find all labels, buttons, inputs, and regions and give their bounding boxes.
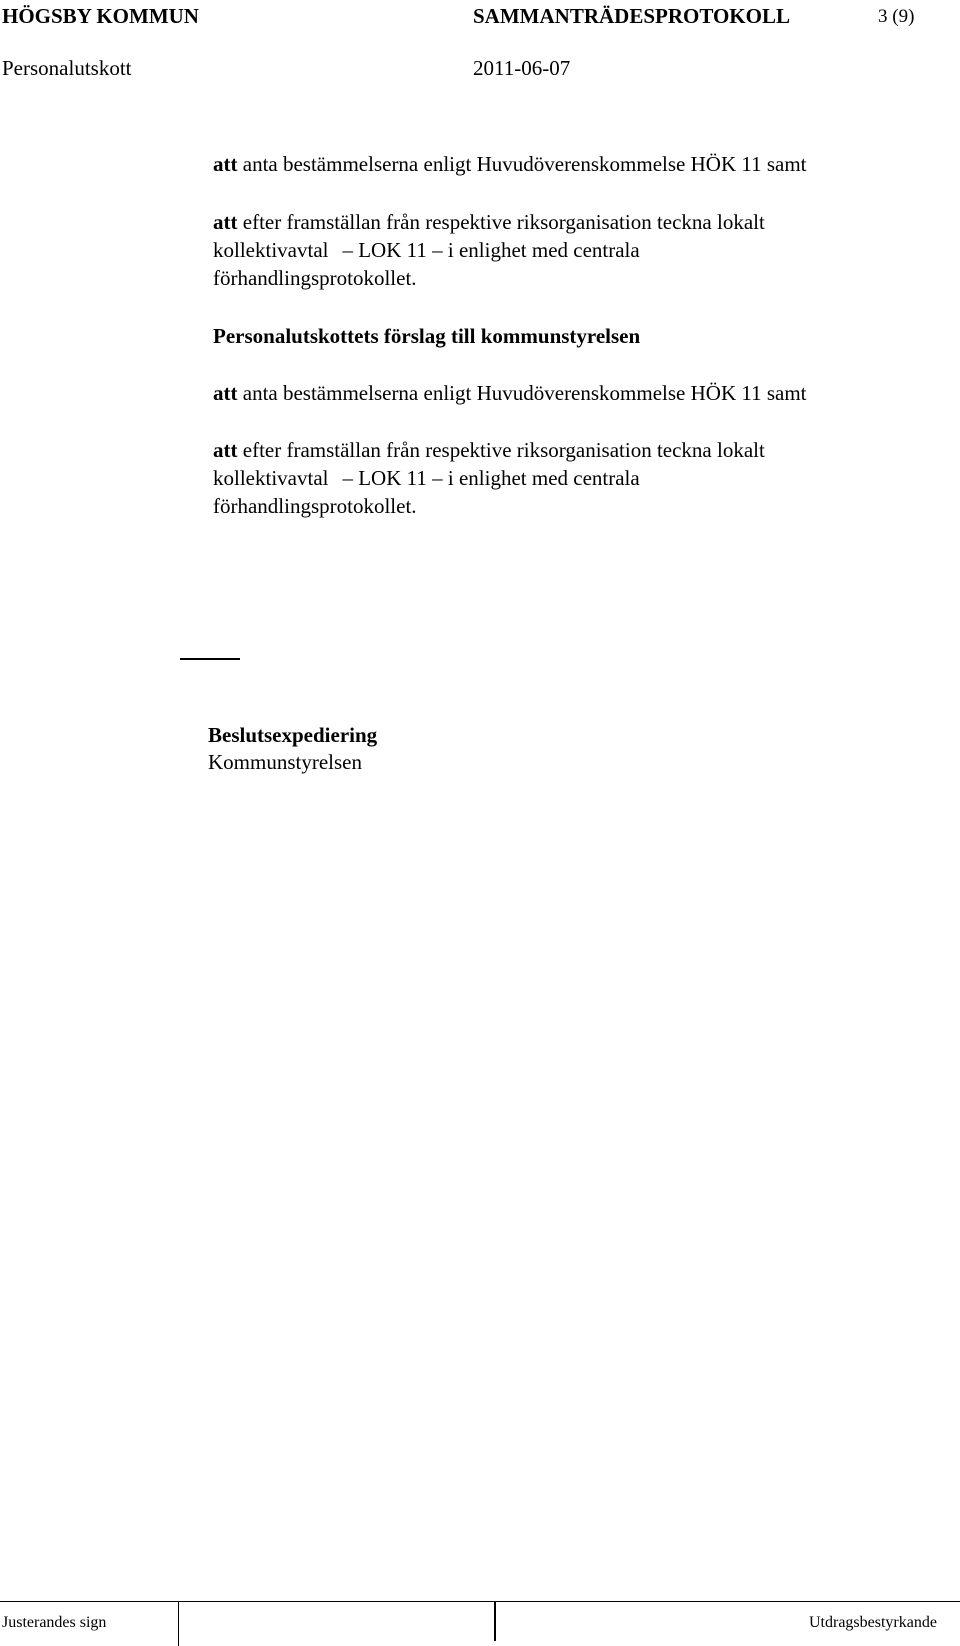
document-type: SAMMANTRÄDESPROTOKOLL xyxy=(473,4,790,28)
proposal-text-line3: förhandlingsprotokollet. xyxy=(213,494,417,518)
decision-item-2 xyxy=(213,208,933,292)
distribution-heading: Beslutsexpediering xyxy=(208,723,378,747)
proposal-text-line1: efter framställan från respektive riksorganisation teckna lokalt xyxy=(242,438,765,462)
proposal-heading: Personalutskottets förslag till kommunstyrelsen xyxy=(213,324,641,348)
footer-divider-left xyxy=(178,1601,179,1646)
decision-text-line2a: kollektivavtal xyxy=(213,238,329,262)
att-keyword: att xyxy=(213,152,238,176)
meeting-date: 2011-06-07 xyxy=(473,56,571,80)
proposal-text: anta bestämmelserna enligt Huvudöverenskommelse HÖK 11 samt xyxy=(242,381,807,405)
decision-text: anta bestämmelserna enligt Huvudöverenskommelse HÖK 11 samt xyxy=(242,152,807,176)
footer-divider-right xyxy=(494,1601,496,1641)
footer-top-rule xyxy=(0,1601,960,1602)
proposal-text-line2c: i enlighet med centrala xyxy=(447,466,640,490)
proposal-item-2 xyxy=(213,436,933,520)
municipality-name: HÖGSBY KOMMUN xyxy=(2,4,199,28)
decision-text-line2b: – LOK 11 – xyxy=(342,238,443,262)
proposal-text-line2a: kollektivavtal xyxy=(213,466,329,490)
decision-item-1 xyxy=(213,150,933,178)
decision-text-line3: förhandlingsprotokollet. xyxy=(213,266,417,290)
att-keyword: att xyxy=(213,210,238,234)
proposal-item-1 xyxy=(213,379,933,407)
page-number: 3 (9) xyxy=(878,6,915,27)
footer-sign-label: Justerandes sign xyxy=(2,1614,107,1631)
decision-text-line1: efter framställan från respektive riksorganisation teckna lokalt xyxy=(242,210,765,234)
section-divider xyxy=(180,658,240,660)
distribution-recipient: Kommunstyrelsen xyxy=(208,750,362,774)
decision-text-line2c: i enlighet med centrala xyxy=(447,238,640,262)
att-keyword: att xyxy=(213,438,238,462)
proposal-text-line2b: – LOK 11 – xyxy=(342,466,443,490)
footer-certification-label: Utdragsbestyrkande xyxy=(809,1614,937,1631)
committee-name: Personalutskott xyxy=(2,56,132,80)
att-keyword: att xyxy=(213,381,238,405)
